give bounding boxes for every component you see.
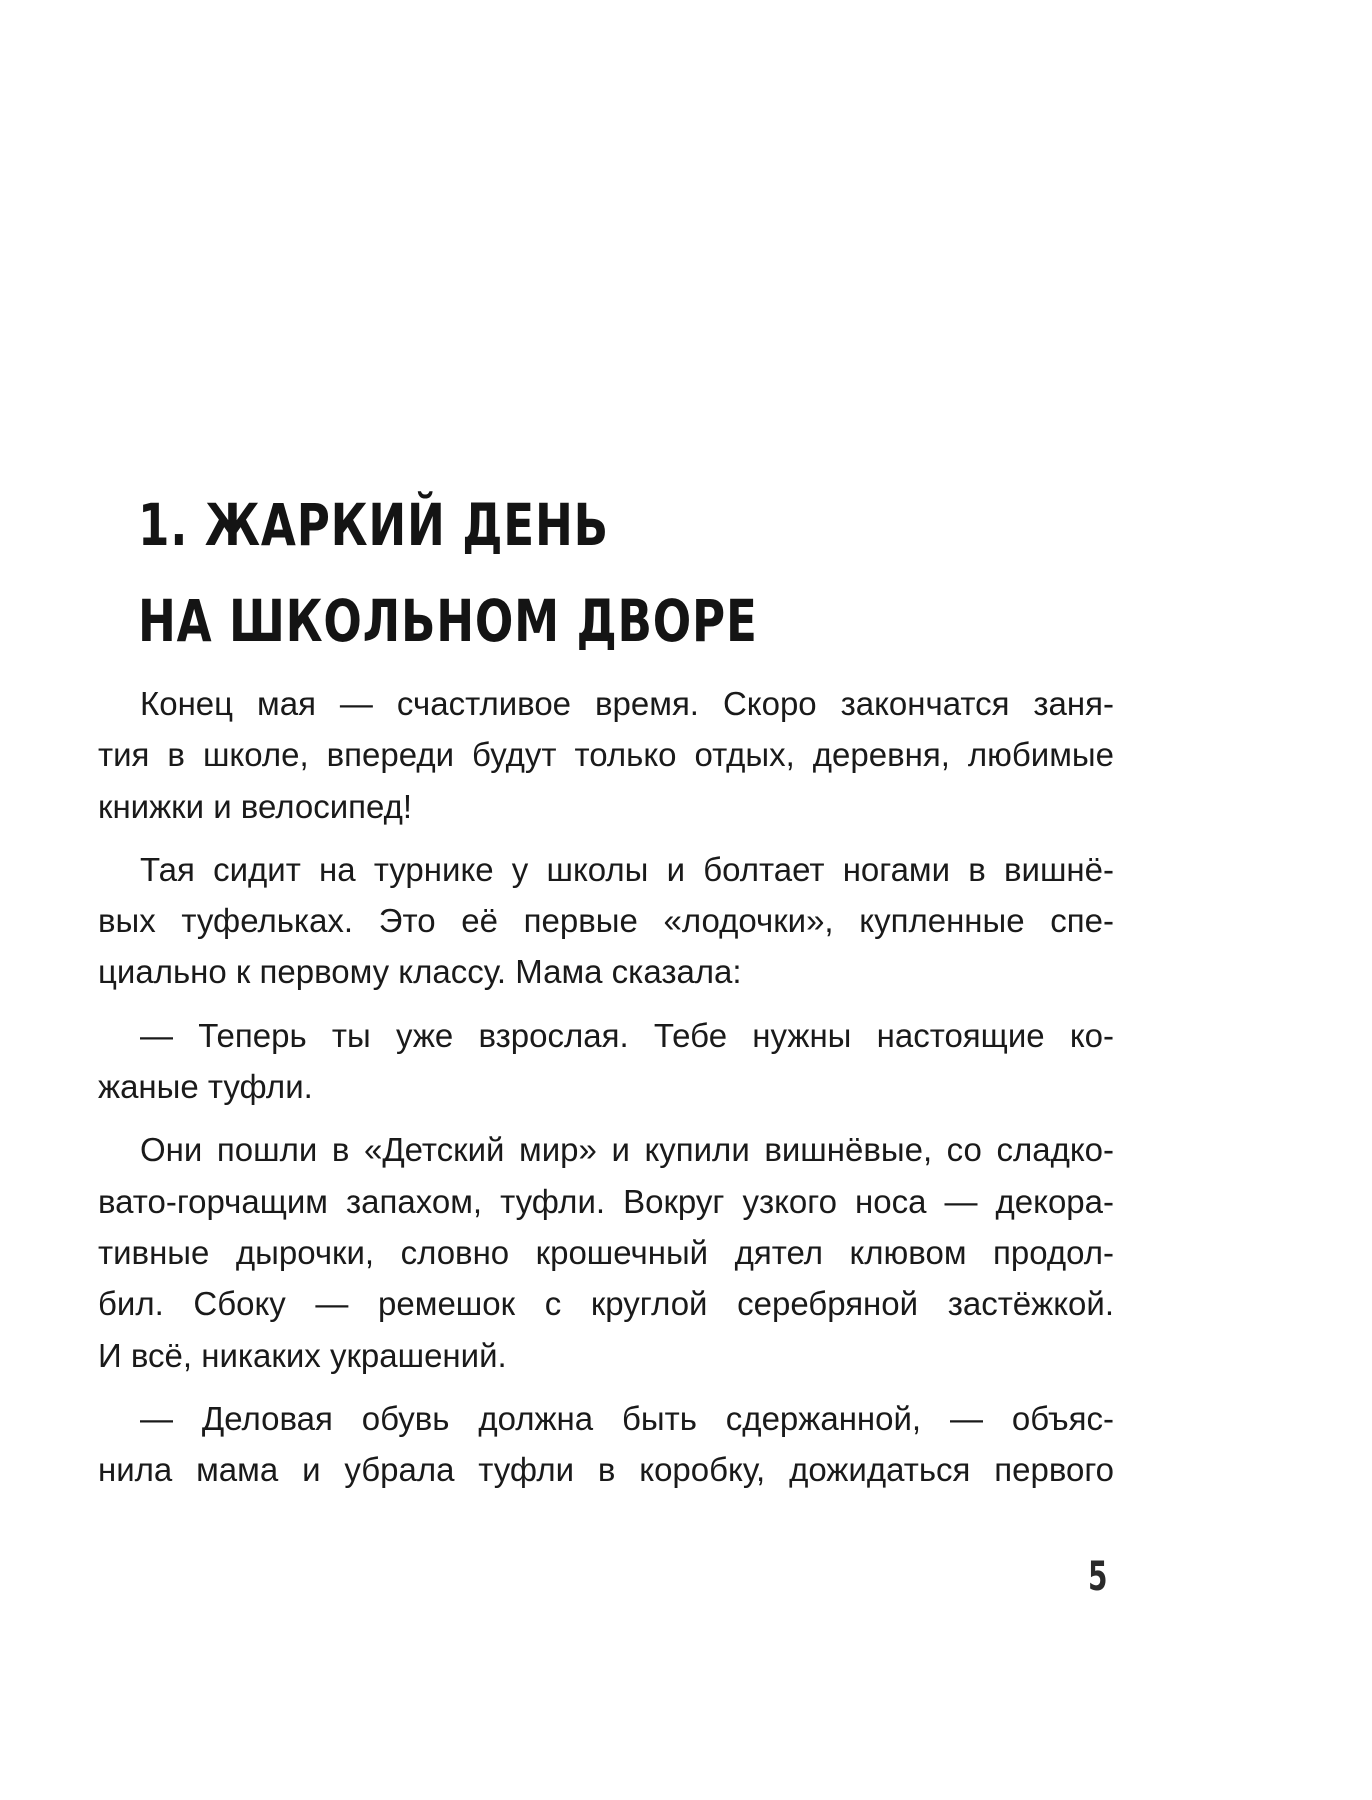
paragraph-5 bbox=[98, 1393, 1114, 1496]
text-line: вых туфельках. Это её первые «лодочки», купленные спе- bbox=[98, 902, 1114, 940]
text-line: — Теперь ты уже взрослая. Тебе нужны настоящие ко- bbox=[140, 1016, 1114, 1054]
text-line: Конец мая — счастливое время. Скоро закончатся заня- bbox=[140, 685, 1114, 722]
text-line: — Деловая обувь должна быть сдержанной, — объяс- bbox=[140, 1399, 1114, 1437]
text-line: вато-горчащим запахом, туфли. Вокруг узкого носа — декора- bbox=[98, 1182, 1114, 1220]
paragraph-2 bbox=[98, 844, 1114, 998]
text-line: тия в школе, впереди будут только отдых, деревня, любимые bbox=[98, 736, 1114, 774]
text-line: Тая сидит на турнике у школы и болтает ногами в вишнё- bbox=[140, 850, 1114, 888]
chapter-body bbox=[98, 678, 1114, 1507]
text-line: нила мама и убрала туфли в коробку, дожидаться первого bbox=[98, 1451, 1114, 1489]
text-line: бил. Сбоку — ремешок с круглой серебряной застёжкой. bbox=[98, 1285, 1114, 1323]
text-line: И всё, никаких украшений. bbox=[98, 1336, 507, 1374]
chapter-title bbox=[138, 477, 758, 669]
text-line: тивные дырочки, словно крошечный дятел клювом продол- bbox=[98, 1233, 1114, 1271]
paragraph-1 bbox=[98, 678, 1114, 832]
text-line: Они пошли в «Детский мир» и купили вишнёвые, со сладко- bbox=[140, 1131, 1114, 1169]
text-line: жаные туфли. bbox=[98, 1068, 313, 1106]
paragraph-4 bbox=[98, 1124, 1114, 1380]
text-line: книжки и велосипед! bbox=[98, 787, 413, 825]
chapter-title-line-2: НА ШКОЛЬНОМ ДВОРЕ bbox=[138, 587, 758, 655]
page-number: 5 bbox=[1088, 1554, 1108, 1600]
chapter-title-line-1: 1. ЖАРКИЙ ДЕНЬ bbox=[138, 491, 609, 559]
paragraph-3 bbox=[98, 1010, 1114, 1113]
text-line: циально к первому классу. Мама сказала: bbox=[98, 953, 742, 991]
